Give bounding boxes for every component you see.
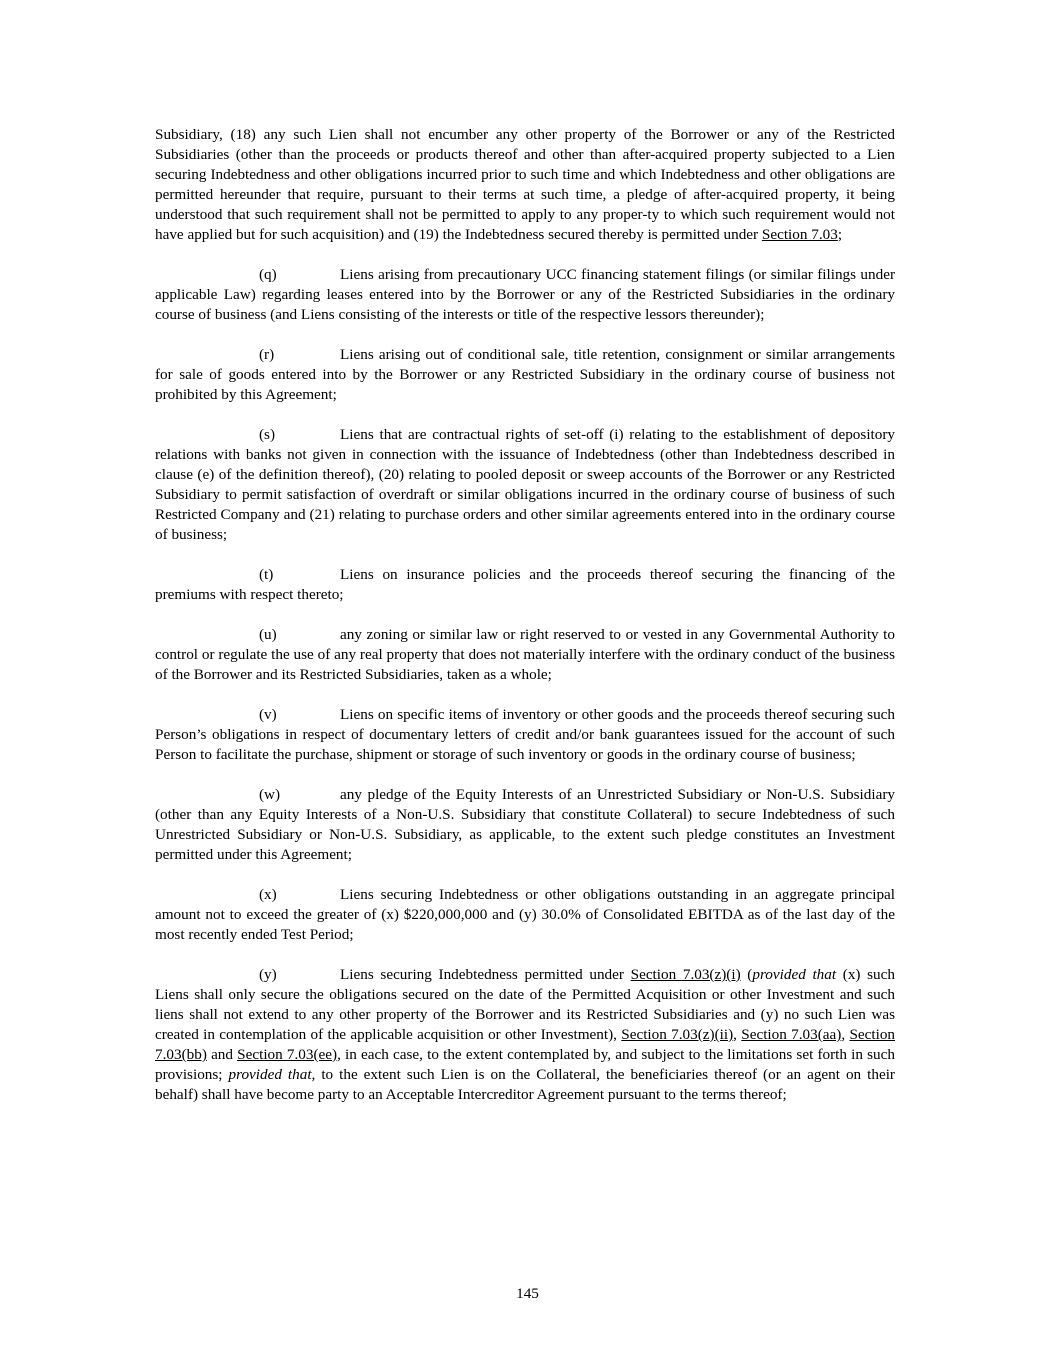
section-7-03-bb-reference: Section 7.03(bb) [155, 1026, 896, 1063]
clause-label: (y) [259, 966, 277, 983]
section-7-03-z-i-reference: Section 7.03(z)(i) [630, 966, 741, 983]
clause-label: (t) [259, 566, 274, 583]
clause-label: (r) [259, 346, 275, 363]
clause-x [155, 885, 895, 945]
paragraph-continuation: Subsidiary, (18) any such Lien shall not encumber any other property of the Borrower or any of the Restricted Subsidiaries (other than the proceeds or products thereof and other than after-acquired property subjected to a Lien securing Indebtedness and other obligations incurred prior to such time and which Indebtedness and other obligations are permitted hereunder that require, pursuant to their terms at such time, a pledge of after-acquired property, it being understood that such requirement shall not be permitted to apply to any proper-ty to which such requirement would not have applied but for such acquisition) and (19) the Indebtedness secured thereby is permitted under Section 7.03; [155, 126, 895, 243]
clause-u [155, 625, 895, 685]
clause-text: Liens on specific items of inventory or other goods and the proceeds thereof securing such Person’s obligations in respect of documentary letters of credit and/or bank guarantees issued for the account of such Person to facilitate the purchase, shipment or storage of such inventory or goods in the ordinary course of business; [155, 706, 895, 763]
clause-text: any pledge of the Equity Interests of an Unrestricted Subsidiary or Non-U.S. Subsidiary (other than any Equity Interests of a Non-U.S. Subsidiary that constitute Collateral) to secure Indebtedness of such Unrestricted Subsidiary or Non-U.S. Subsidiary, as applicable, to the extent such pledge constitutes an Investment permitted under this Agreement; [155, 786, 895, 863]
document-page [155, 125, 895, 1125]
clause-s [155, 425, 895, 545]
section-7-03-z-ii-reference: Section 7.03(z)(ii) [621, 1026, 734, 1043]
clause-text: Liens securing Indebtedness or other obligations outstanding in an aggregate principal amount not to exceed the greater of (x) $220,000,000 and (y) 30.0% of Consolidated EBITDA as of the last day of the most recently ended Test Period; [155, 886, 895, 943]
clause-text: Liens arising out of conditional sale, title retention, consignment or similar arrangements for sale of goods entered into by the Borrower or any Restricted Subsidiary in the ordinary course of business not prohibited by this Agreement; [155, 346, 895, 403]
clause-y: (y) Liens securing Indebtedness permitted under Section 7.03(z)(i) (provided that (x) such Liens shall only secure the obligations secured on the date of the Permitted Acquisition or other Investment and such liens shall not extend to any other property of the Borrower and its Restricted Subsidiaries and (y) no such Lien was created in contemplation of the applicable acquisition or other Investment), Section 7.03(z)(ii), Section 7.03(aa), Section 7.03(bb) and Section 7.03(ee), in each case, to the extent contemplated by, and subject to the limitations set forth in such provisions; provided that, to the extent such Lien is on the Collateral, the beneficiaries thereof (or an agent on their behalf) shall have become party to an Acceptable Intercreditor Agreement pursuant to the terms thereof; [155, 966, 896, 1103]
clause-text: Liens arising from precautionary UCC financing statement filings (or similar filings under applicable Law) regarding leases entered into by the Borrower or any of the Restricted Subsidiaries in the ordinary course of business (and Liens consisting of the interests or title of the respective lessors thereunder); [155, 266, 895, 323]
section-7-03-aa-reference: Section 7.03(aa) [741, 1026, 842, 1043]
clause-q [155, 265, 895, 325]
clause-w [155, 785, 895, 865]
clause-v [155, 705, 895, 765]
section-7-03-ee-reference: Section 7.03(ee) [237, 1046, 338, 1063]
clause-label: (u) [259, 626, 277, 643]
section-7-03-reference: Section 7.03 [761, 226, 838, 243]
clause-label: (v) [259, 706, 277, 723]
clause-t [155, 565, 895, 605]
clause-label: (x) [259, 886, 277, 903]
clause-r [155, 345, 895, 405]
clause-text: Liens on insurance policies and the proceeds thereof securing the financing of the premiums with respect thereto; [155, 566, 895, 603]
clause-label: (w) [259, 786, 281, 803]
clause-text: Liens that are contractual rights of set-off (i) relating to the establishment of depository relations with banks not given in connection with the issuance of Indebtedness (other than Indebtedness described in clause (e) of the definition thereof), (20) relating to pooled deposit or sweep accounts of the Borrower or any Restricted Subsidiary to permit satisfaction of overdraft or similar obligations incurred in the ordinary course of business of such Restricted Company and (21) relating to purchase orders and other similar agreements entered into in the ordinary course of business; [155, 426, 895, 543]
clause-label: (s) [259, 426, 276, 443]
clause-label: (q) [259, 266, 277, 283]
clause-text: any zoning or similar law or right reserved to or vested in any Governmental Authority to control or regulate the use of any real property that does not materially interfere with the ordinary conduct of the business of the Borrower and its Restricted Subsidiaries, taken as a whole; [155, 626, 895, 683]
page-number: 145 [516, 1285, 539, 1302]
